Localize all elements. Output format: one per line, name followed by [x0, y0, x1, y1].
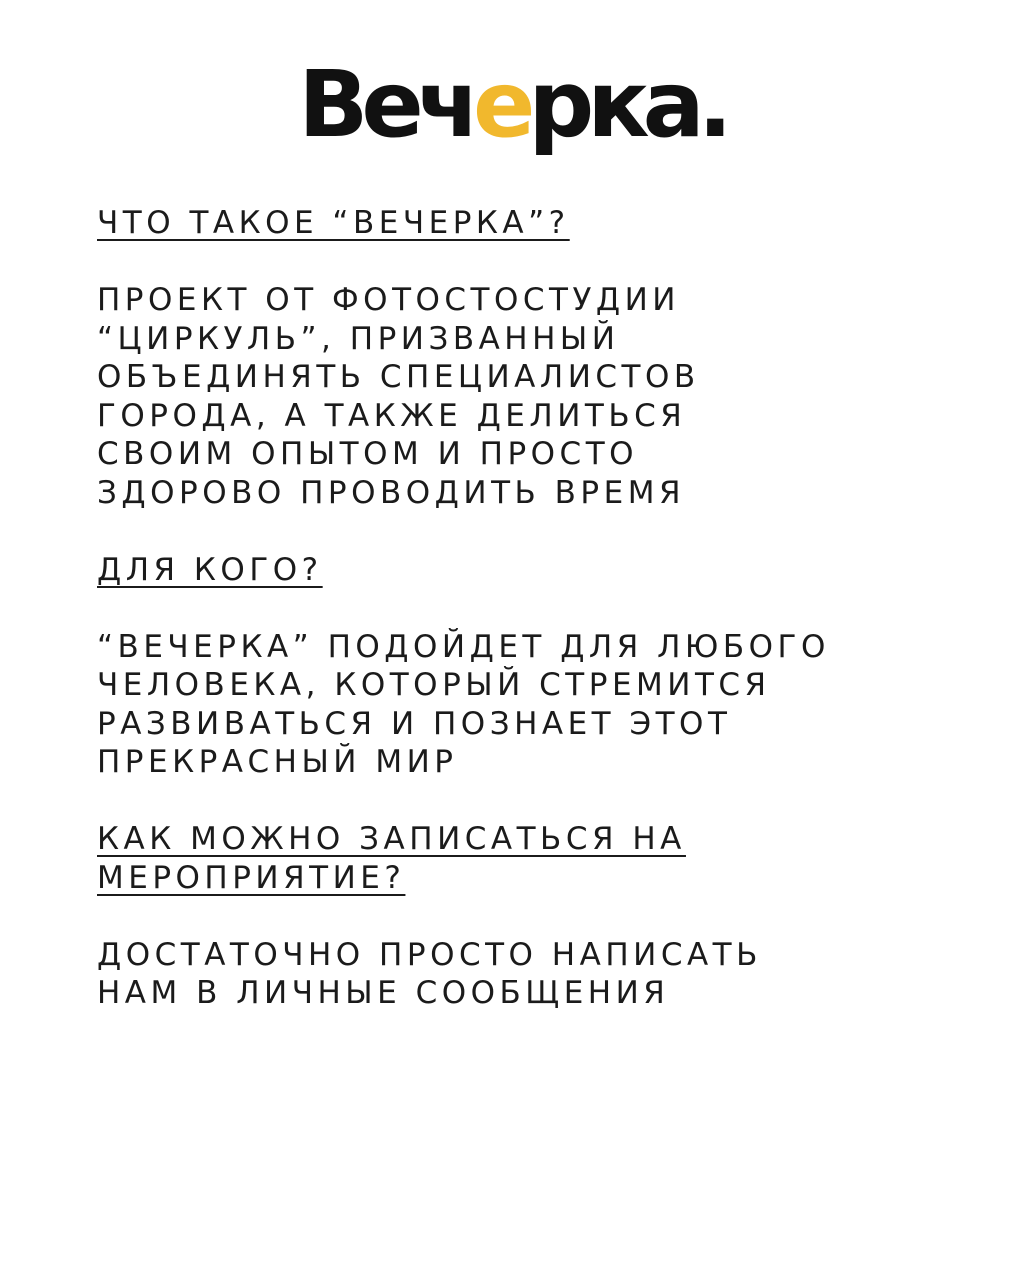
faq-answer	[97, 936, 997, 1013]
answer-line: ДОСТАТОЧНО ПРОСТО НАПИСАТЬ	[97, 936, 762, 973]
answer-line: ГОРОДА, А ТАКЖЕ ДЕЛИТЬСЯ	[97, 397, 687, 434]
answer-line: ЗДОРОВО ПРОВОДИТЬ ВРЕМЯ	[97, 474, 685, 511]
faq-section-signup	[97, 820, 997, 1013]
answer-line: ПРЕКРАСНЫЙ МИР	[97, 744, 458, 780]
answer-line: РАЗВИВАТЬСЯ И ПОЗНАЕТ ЭТОТ	[97, 705, 732, 742]
answer-line: СВОИМ ОПЫТОМ И ПРОСТО	[97, 436, 639, 472]
logo-accent-letter: е	[472, 51, 529, 158]
faq-question	[97, 820, 997, 897]
question-line	[97, 859, 997, 898]
faq-question	[97, 551, 997, 590]
question-text: ДЛЯ КОГО?	[97, 551, 323, 588]
faq-section-who	[97, 551, 997, 782]
vecherka-logo	[0, 40, 1024, 170]
question-line	[97, 820, 997, 859]
faq-question	[97, 204, 997, 243]
answer-line: “ЦИРКУЛЬ”, ПРИЗВАННЫЙ	[97, 320, 620, 357]
logo-text-start: Веч	[298, 51, 473, 158]
question-text: ЧТО ТАКОЕ “ВЕЧЕРКА”?	[97, 205, 570, 241]
logo-text-end: рка.	[528, 51, 726, 158]
answer-line: НАМ В ЛИЧНЫЕ СООБЩЕНИЯ	[97, 975, 670, 1011]
question-text: КАК МОЖНО ЗАПИСАТЬСЯ НА	[97, 821, 686, 857]
faq-content	[97, 204, 997, 1013]
faq-answer	[97, 628, 997, 782]
faq-answer	[97, 281, 997, 512]
answer-line: ЧЕЛОВЕКА, КОТОРЫЙ СТРЕМИТСЯ	[97, 667, 771, 703]
answer-line: “ВЕЧЕРКА” ПОДОЙДЕТ ДЛЯ ЛЮБОГО	[97, 628, 830, 665]
faq-section-what	[97, 204, 997, 512]
question-line	[97, 551, 997, 590]
answer-line: ПРОЕКТ ОТ ФОТОСТОСТУДИИ	[97, 282, 680, 318]
question-text: МЕРОПРИЯТИЕ?	[97, 859, 406, 896]
answer-line: ОБЪЕДИНЯТЬ СПЕЦИАЛИСТОВ	[97, 359, 700, 395]
question-line	[97, 204, 997, 243]
